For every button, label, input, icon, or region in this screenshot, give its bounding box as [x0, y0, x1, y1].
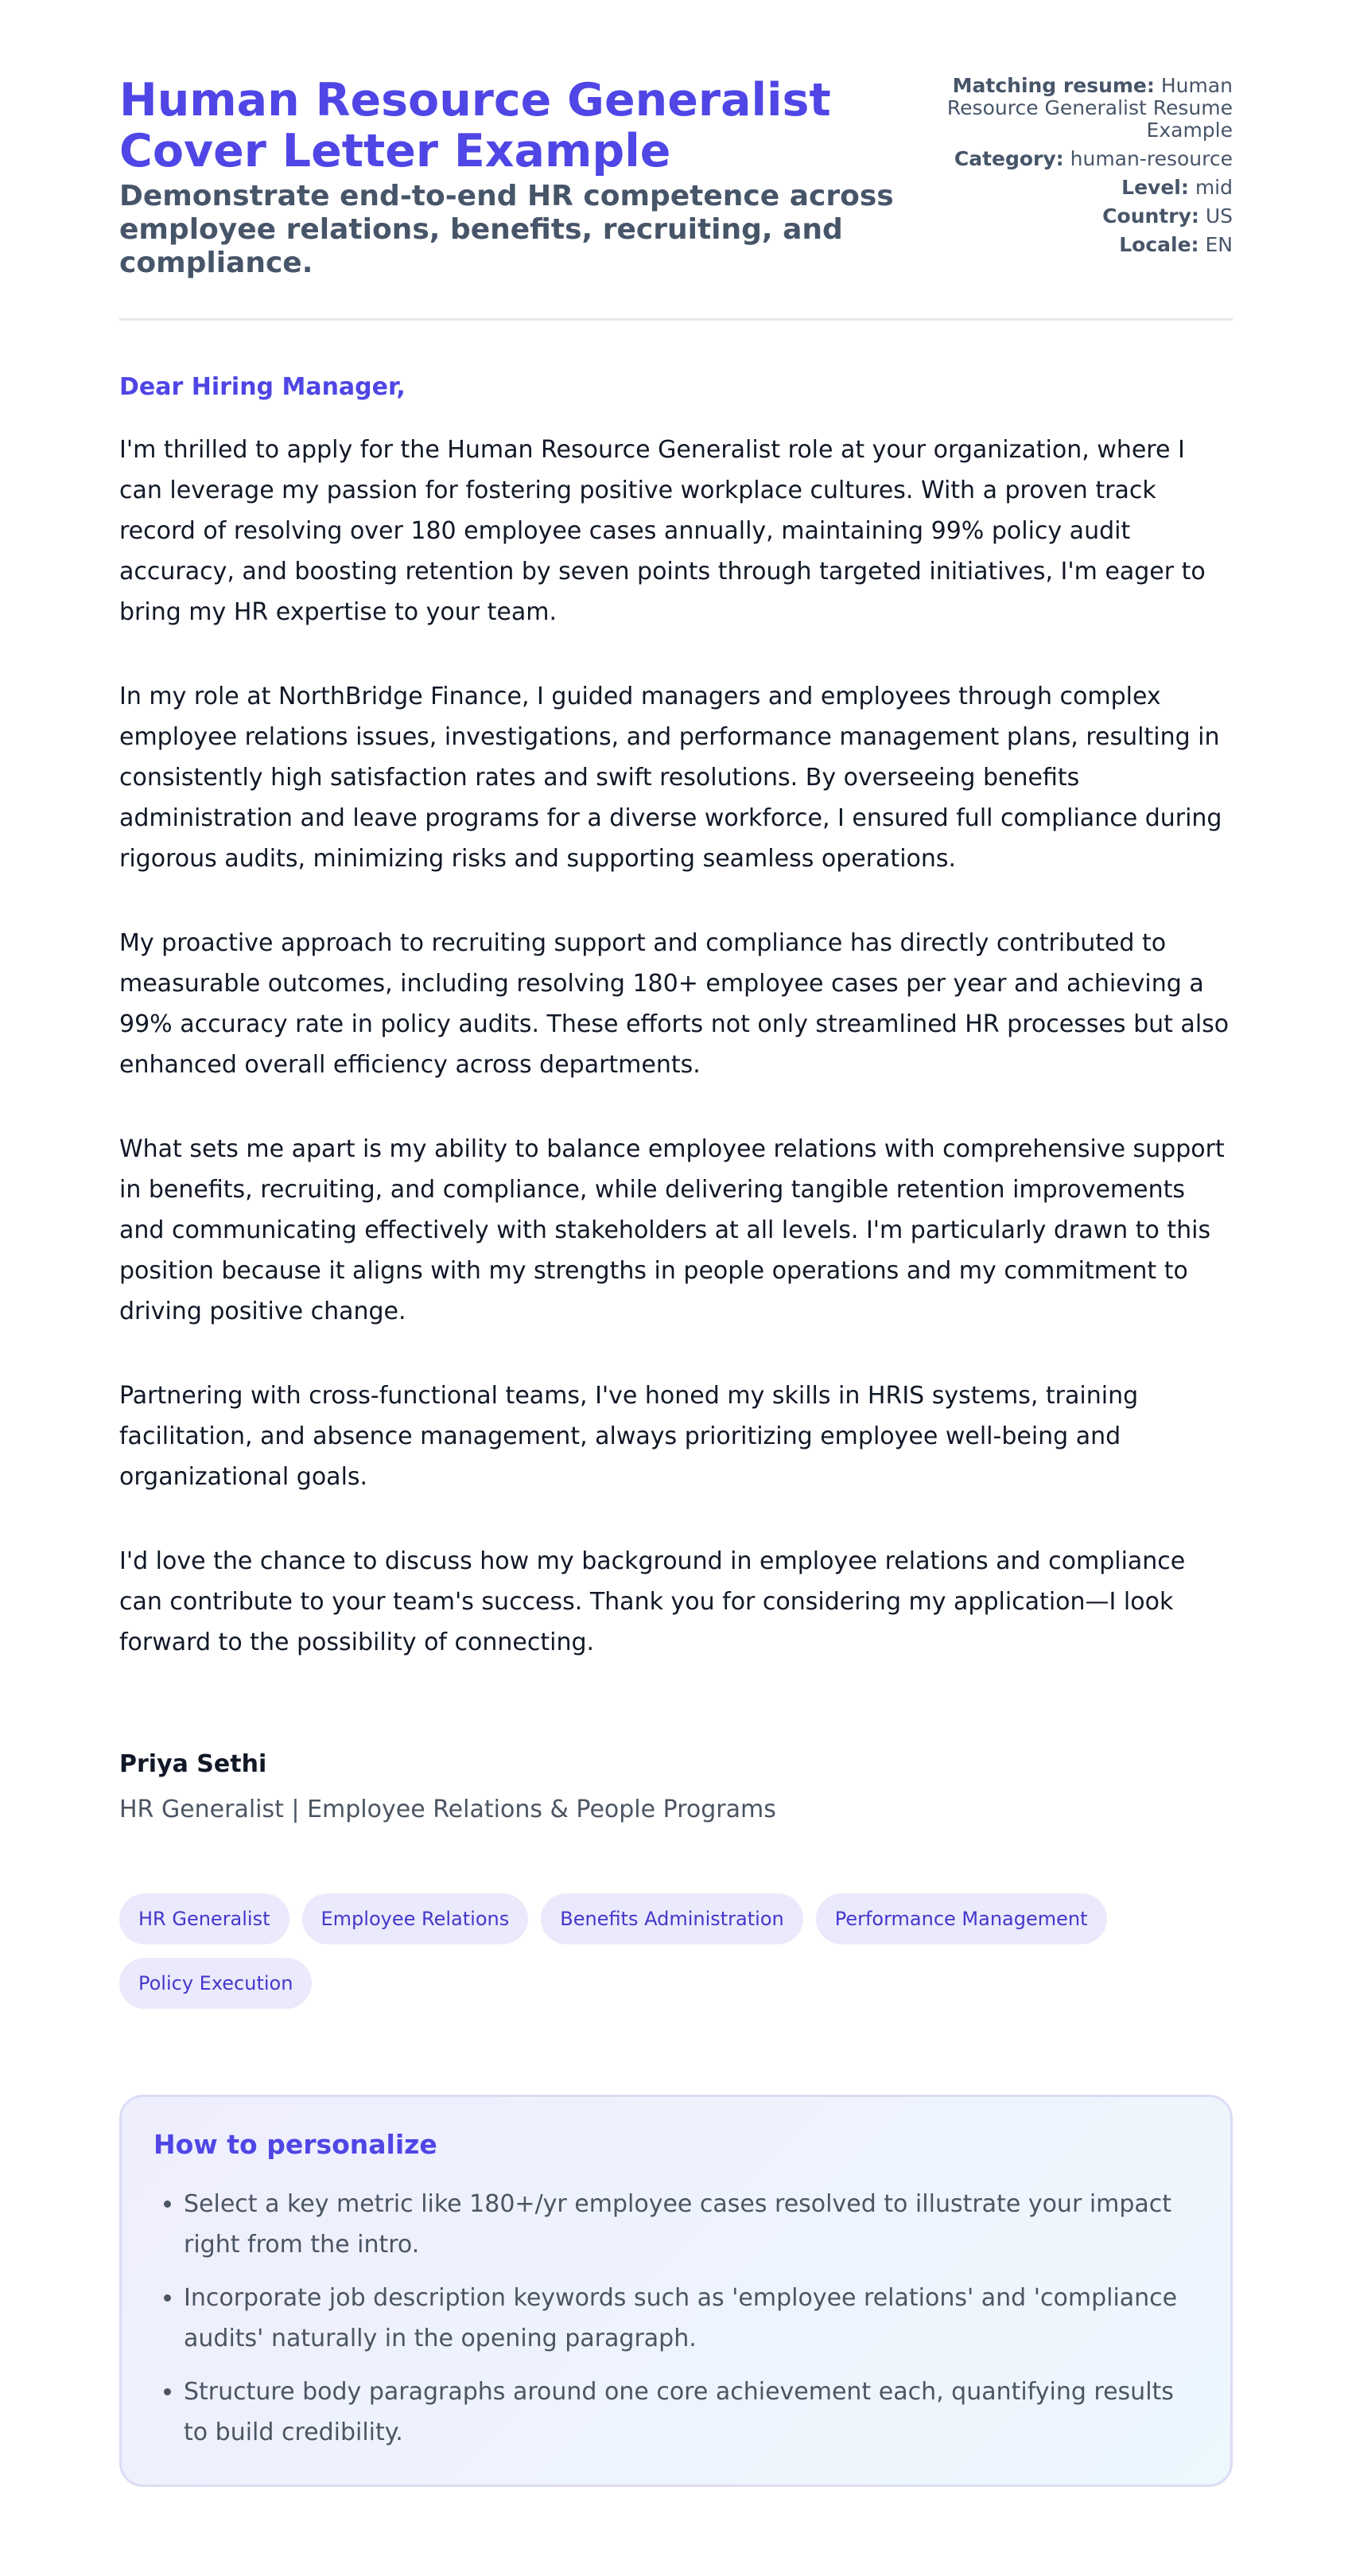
- page-title: Human Resource Generalist Cover Letter Example: [119, 74, 831, 177]
- letter-paragraph: My proactive approach to recruiting support and compliance has directly contributed to measurable outcomes, including resolving 180+ employee cases per year and achieving a 99% accuracy rate in policy audits. These efforts not only streamlined HR processes but also enhanced overall efficiency across departments.: [119, 929, 1230, 1079]
- meta-value: human-resource: [1070, 147, 1233, 170]
- meta-country: [946, 205, 1233, 228]
- personalize-tips-card: [119, 2095, 1233, 2487]
- skill-tag: Benefits Administration: [541, 1893, 802, 1944]
- skill-tag: Policy Execution: [119, 1958, 312, 2009]
- meta-label: Locale:: [1119, 233, 1199, 256]
- letter-paragraph: In my role at NorthBridge Finance, I guided managers and employees through complex employee relations issues, investigations, and performance management plans, resulting in consistently high satisfaction rates and swift resolutions. By overseeing benefits administration and leave programs for a diverse workforce, I ensured full compliance during rigorous audits, minimizing risks and supporting seamless operations.: [119, 683, 1222, 873]
- salutation: Dear Hiring Manager,: [119, 373, 406, 401]
- letter-body: [119, 321, 1233, 1823]
- meta-value: US: [1205, 204, 1233, 228]
- signature-title: HR Generalist | Employee Relations & People Programs: [119, 1796, 776, 1823]
- meta-label: Level:: [1121, 176, 1189, 199]
- meta-panel: [946, 75, 1233, 263]
- tip-item: • Select a key metric like 180+/yr employee cases resolved to illustrate your impact right from the intro.: [184, 2184, 1199, 2265]
- letter-paragraph: I'm thrilled to apply for the Human Resource Generalist role at your organization, where I can leverage my passion for fostering positive workplace cultures. With a proven track record of resolving over 180 employee cases annually, maintaining 99% policy audit accuracy, and boosting retention by seven points through targeted initiatives, I'm eager to bring my HR expertise to your team.: [119, 436, 1206, 626]
- meta-category: [946, 148, 1233, 170]
- meta-value: Human Resource Generalist Resume Example: [946, 74, 1233, 142]
- page-subtitle: Demonstrate end-to-end HR competence across employee relations, benefits, recruiting, and compliance.: [119, 180, 894, 279]
- letter-paragraph: What sets me apart is my ability to balance employee relations with comprehensive support in benefits, recruiting, and compliance, while delivering tangible retention improvements and communicating effectively with stakeholders at all levels. I'm particularly drawn to this position because it aligns with my strengths in people operations and my commitment to driving positive change.: [119, 1135, 1225, 1325]
- meta-level: [946, 177, 1233, 199]
- meta-label: Matching resume:: [952, 74, 1155, 97]
- tips-list: [153, 2184, 1199, 2453]
- letter-paragraph: I'd love the chance to discuss how my background in employee relations and compliance can contribute to your team's success. Thank you for considering my application—I look forward to the possibility of connecting.: [119, 1547, 1186, 1656]
- meta-matching-resume: [946, 75, 1233, 142]
- meta-label: Country:: [1102, 204, 1199, 228]
- skill-tags: [119, 1893, 1233, 2009]
- signature-block: [119, 1750, 1233, 1823]
- skill-tag: Employee Relations: [302, 1893, 529, 1944]
- tip-item: • Structure body paragraphs around one core achievement each, quantifying results to build credibility.: [184, 2372, 1199, 2453]
- meta-value: EN: [1205, 233, 1233, 256]
- skill-tag: Performance Management: [816, 1893, 1107, 1944]
- letter-paragraph: Partnering with cross-functional teams, I've honed my skills in HRIS systems, training facilitation, and absence management, always prioritizing employee well-being and organizational goals.: [119, 1382, 1139, 1491]
- header-titles: [119, 75, 915, 280]
- tips-title: How to personalize: [153, 2129, 437, 2160]
- meta-locale: [946, 234, 1233, 256]
- meta-label: Category:: [954, 147, 1064, 170]
- tip-item: • Incorporate job description keywords such as 'employee relations' and 'compliance audits' naturally in the opening paragraph.: [184, 2278, 1199, 2359]
- cover-letter-page: [119, 0, 1233, 2487]
- page-header: [119, 75, 1233, 321]
- meta-value: mid: [1195, 176, 1233, 199]
- signature-name: Priya Sethi: [119, 1750, 267, 1778]
- skill-tag: HR Generalist: [119, 1893, 289, 1944]
